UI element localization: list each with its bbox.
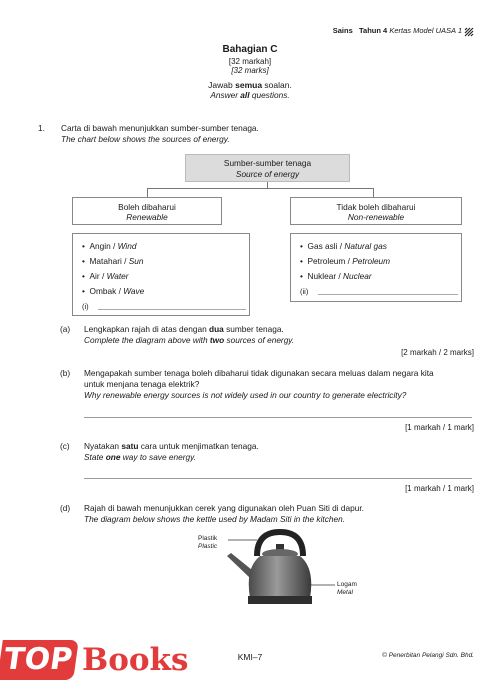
question-c-label: (c) [60, 441, 70, 451]
question-a-marks: [2 markah / 2 marks] [401, 348, 474, 357]
question-d-label: (d) [60, 503, 71, 513]
answer-line-c[interactable] [84, 478, 472, 479]
kettle-body [249, 556, 312, 598]
list-item: • Angin / Wind [82, 241, 137, 251]
answer-line-b[interactable] [84, 417, 472, 418]
question-a-label: (a) [60, 324, 71, 334]
kettle-base [248, 596, 312, 604]
question-d [84, 503, 484, 525]
chart-connector [147, 188, 148, 197]
question-a [84, 324, 474, 346]
list-item: • Nuklear / Nuclear [300, 271, 372, 281]
question-a-en: Complete the diagram above with two sources of energy. [84, 335, 295, 345]
list-item: • Petroleum / Petroleum [300, 256, 391, 266]
section-marks-en: [32 marks] [231, 66, 269, 75]
nonrenewable-list-box [290, 233, 462, 302]
header-stripes-icon [464, 24, 474, 34]
blank-label: (ii) [300, 287, 309, 296]
question-b-marks: [1 markah / 1 mark] [405, 423, 474, 432]
renewable-label-en: Renewable [126, 212, 168, 222]
question-number: 1. [38, 123, 45, 133]
chart-root-en: Source of energy [235, 169, 300, 179]
question-c-my: Nyatakan satu cara untuk menjimatkan tenaga. [84, 441, 259, 451]
answer-blank-i[interactable] [82, 299, 249, 313]
answer-line [98, 309, 246, 310]
question-b-my-1: Mengapakah sumber tenaga boleh dibaharui tidak digunakan secara meluas dalam negara kita [84, 368, 434, 378]
page-number: KMI–7 [237, 652, 263, 662]
question-1 [38, 123, 45, 134]
renewable-list-box [72, 233, 250, 316]
question-1-stem [61, 123, 259, 145]
answer-line [318, 294, 458, 295]
nonrenewable-box [290, 197, 462, 225]
chart-connector [147, 188, 373, 189]
nonrenewable-label-my: Tidak boleh dibaharui [336, 202, 416, 212]
label-metal: Logam Metal [337, 581, 357, 596]
question-b-my-2: untuk menjana tenaga elektrik? [84, 379, 200, 389]
kettle-illustration [195, 528, 370, 613]
chart-root-my: Sumber-sumber tenaga [223, 158, 312, 168]
renewable-box [72, 197, 222, 225]
question-c-marks: [1 markah / 1 mark] [405, 484, 474, 493]
chart-connector [373, 188, 374, 197]
question-c [84, 441, 474, 463]
header-grade: Tahun 4 [359, 26, 388, 35]
section-marks-my: [32 markah] [228, 57, 272, 66]
question-b-label: (b) [60, 368, 71, 378]
question-c-en: State one way to save energy. [84, 452, 196, 462]
question-1-stem-en: The chart below shows the sources of energy. [61, 134, 230, 144]
header-subject: Sains [332, 26, 353, 35]
header-paper: Kertas Model UASA 1 [389, 26, 462, 35]
topbooks-logo-top: TOP [0, 640, 79, 680]
topbooks-logo-books: Books [82, 642, 189, 678]
question-d-en: The diagram below shows the kettle used by Madam Siti in the kitchen. [84, 514, 346, 524]
section-title: Bahagian C [222, 44, 278, 55]
list-item: • Ombak / Wave [82, 286, 145, 296]
chart-root-box [185, 154, 350, 182]
list-item: • Air / Water [82, 271, 129, 281]
blank-label: (i) [82, 302, 89, 311]
section-heading [0, 44, 500, 100]
question-a-my: Lengkapkan rajah di atas dengan dua sumber tenaga. [84, 324, 284, 334]
page-header [333, 26, 462, 35]
answer-blank-ii[interactable] [300, 284, 461, 298]
list-item: • Gas asli / Natural gas [300, 241, 387, 251]
renewable-label-my: Boleh dibaharui [118, 202, 176, 212]
question-b-en: Why renewable energy sources is not widely used in our country to generate electricity? [84, 390, 407, 400]
list-item: • Matahari / Sun [82, 256, 144, 266]
question-b [84, 368, 484, 401]
nonrenewable-label-en: Non-renewable [347, 212, 405, 222]
publisher-credit: © Penerbitan Pelangi Sdn. Bhd. [382, 652, 474, 659]
label-plastic: Plastik Plastic [198, 535, 218, 550]
question-1-stem-my: Carta di bawah menunjukkan sumber-sumber tenaga. [61, 123, 259, 133]
question-d-my: Rajah di bawah menunjukkan cerek yang digunakan oleh Puan Siti di dapur. [84, 503, 364, 513]
section-instruction-my: Jawab semua soalan. [208, 80, 292, 90]
section-instruction-en: Answer all questions. [210, 90, 290, 100]
